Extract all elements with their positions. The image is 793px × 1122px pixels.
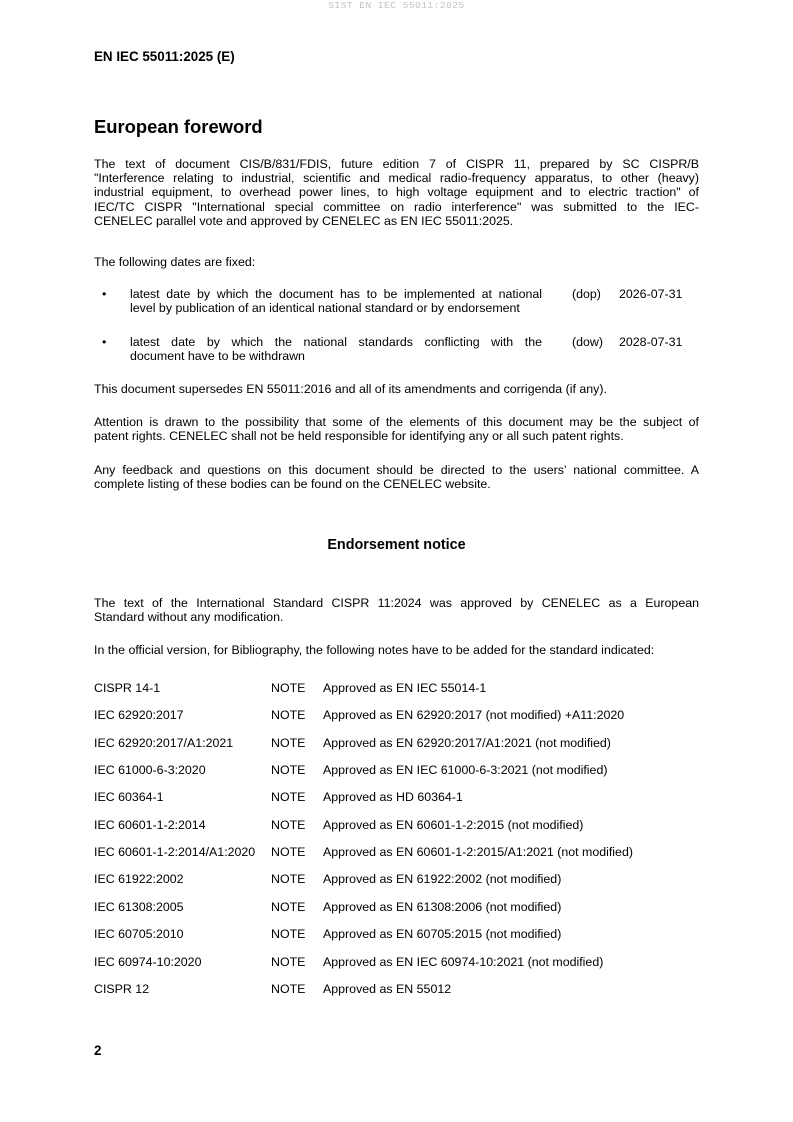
page-number: 2 <box>94 1043 102 1058</box>
text-line: Standard without any modification. <box>94 610 284 625</box>
bibliography-note-row <box>94 845 714 860</box>
endorsement-paragraph <box>94 596 699 624</box>
bibliography-note-row <box>94 818 714 833</box>
note-standard: IEC 61308:2005 <box>94 899 184 914</box>
bibliography-note-row <box>94 872 714 887</box>
bibliography-note-row <box>94 763 714 778</box>
note-approval: Approved as EN 55012 <box>323 981 452 996</box>
text-line: patent rights. CENELEC shall not be held responsible for identifying any or all such patent rights. <box>94 429 624 444</box>
note-approval: Approved as EN 62920:2017 (not modified) +A11:2020 <box>323 708 625 723</box>
date-item-dop <box>94 287 699 317</box>
bibliography-note-row <box>94 736 714 751</box>
note-standard: IEC 62920:2017/A1:2021 <box>94 735 234 750</box>
date-item-line: latest date by which the document has to be implemented at national <box>130 287 542 301</box>
note-standard: IEC 60974-10:2020 <box>94 954 202 969</box>
note-standard: IEC 60705:2010 <box>94 927 184 942</box>
text-line: Any feedback and questions on this document should be directed to the users’ national committee. A <box>94 463 699 477</box>
dates-intro-text: The following dates are fixed: <box>94 255 256 269</box>
bibliography-note-row <box>94 790 714 805</box>
note-approval: Approved as EN IEC 61000-6-3:2021 (not modified) <box>323 763 608 778</box>
date-code: (dop) <box>572 287 601 301</box>
foreword-intro-paragraph <box>94 157 699 228</box>
note-approval: Approved as EN IEC 55014-1 <box>323 681 487 695</box>
note-standard: IEC 61922:2002 <box>94 872 184 887</box>
bibliography-note-row <box>94 927 714 942</box>
note-approval: Approved as HD 60364-1 <box>323 790 463 805</box>
note-standard: CISPR 12 <box>94 981 150 996</box>
date-item-text <box>130 287 542 315</box>
document-id: EN IEC 55011:2025 (E) <box>94 49 235 64</box>
date-value: 2026-07-31 <box>619 287 683 301</box>
endorsement-title: Endorsement notice <box>327 537 466 553</box>
note-label: NOTE <box>271 981 306 996</box>
note-standard: IEC 60601-1-2:2014 <box>94 817 206 832</box>
note-label: NOTE <box>271 872 306 887</box>
bibliography-note-row <box>94 708 714 723</box>
watermark: SIST EN IEC 55011:2025 <box>328 0 465 11</box>
text-line: Attention is drawn to the possibility that some of the elements of this document may be the subject of <box>94 415 699 429</box>
bibliography-intro-text: In the official version, for Bibliography, the following notes have to be added for the standard indicated: <box>94 643 655 657</box>
text-line: CENELEC parallel vote and approved by CENELEC as EN IEC 55011:2025. <box>94 213 514 228</box>
bibliography-note-row <box>94 955 714 970</box>
note-approval: Approved as EN IEC 60974-10:2021 (not modified) <box>323 954 604 969</box>
note-label: NOTE <box>271 708 306 723</box>
text-line: The text of document CIS/B/831/FDIS, future edition 7 of CISPR 11, prepared by SC CISPR/B <box>94 157 699 171</box>
note-standard: IEC 60364-1 <box>94 790 164 805</box>
note-approval: Approved as EN 60601-1-2:2015/A1:2021 (not modified) <box>323 845 633 860</box>
note-label: NOTE <box>271 763 306 778</box>
note-label: NOTE <box>271 817 306 832</box>
note-label: NOTE <box>271 927 306 942</box>
bibliography-note-row <box>94 900 714 915</box>
patent-paragraph <box>94 415 699 443</box>
text-line: The text of the International Standard CISPR 11:2024 was approved by CENELEC as a European <box>94 596 699 610</box>
date-item-line: document have to be withdrawn <box>130 349 305 364</box>
note-approval: Approved as EN 60601-1-2:2015 (not modified) <box>323 817 584 832</box>
text-line: "Interference relating to industrial, scientific and medical radio-frequency apparatus, to other (heavy) <box>94 171 699 186</box>
date-item-text <box>130 335 542 363</box>
note-label: NOTE <box>271 899 306 914</box>
note-standard: CISPR 14-1 <box>94 681 161 695</box>
supersedes-text: This document supersedes EN 55011:2016 and all of its amendments and corrigenda (if any). <box>94 382 607 396</box>
note-standard: IEC 61000-6-3:2020 <box>94 763 206 778</box>
date-code: (dow) <box>572 335 603 349</box>
feedback-paragraph <box>94 463 699 491</box>
date-item-line: latest date by which the national standards conflicting with the <box>130 335 542 349</box>
date-value: 2028-07-31 <box>619 335 683 349</box>
dates-intro <box>94 255 699 269</box>
bibliography-intro <box>94 643 714 657</box>
note-approval: Approved as EN 62920:2017/A1:2021 (not modified) <box>323 735 611 750</box>
date-item-dow <box>94 335 699 365</box>
note-label: NOTE <box>271 735 306 750</box>
date-item-line: level by publication of an identical national standard or by endorsement <box>130 301 520 316</box>
text-line: industrial equipment, to overhead power lines, to high voltage equipment and to electric traction" of <box>94 185 699 200</box>
bullet-icon: • <box>102 287 107 301</box>
bibliography-note-row <box>94 982 714 997</box>
bibliography-note-row <box>94 681 714 696</box>
note-approval: Approved as EN 61308:2006 (not modified) <box>323 899 562 914</box>
note-standard: IEC 60601-1-2:2014/A1:2020 <box>94 845 256 860</box>
text-line: complete listing of these bodies can be found on the CENELEC website. <box>94 477 491 492</box>
note-label: NOTE <box>271 954 306 969</box>
foreword-title: European foreword <box>94 116 263 137</box>
note-label: NOTE <box>271 845 306 860</box>
note-approval: Approved as EN 60705:2015 (not modified) <box>323 927 562 942</box>
supersedes-paragraph <box>94 382 699 396</box>
note-label: NOTE <box>271 790 306 805</box>
note-standard: IEC 62920:2017 <box>94 708 184 723</box>
note-label: NOTE <box>271 681 306 695</box>
text-line: IEC/TC CISPR "International special committee on radio interference" was submitted to the IEC- <box>94 199 699 214</box>
note-approval: Approved as EN 61922:2002 (not modified) <box>323 872 562 887</box>
bullet-icon: • <box>102 335 107 349</box>
